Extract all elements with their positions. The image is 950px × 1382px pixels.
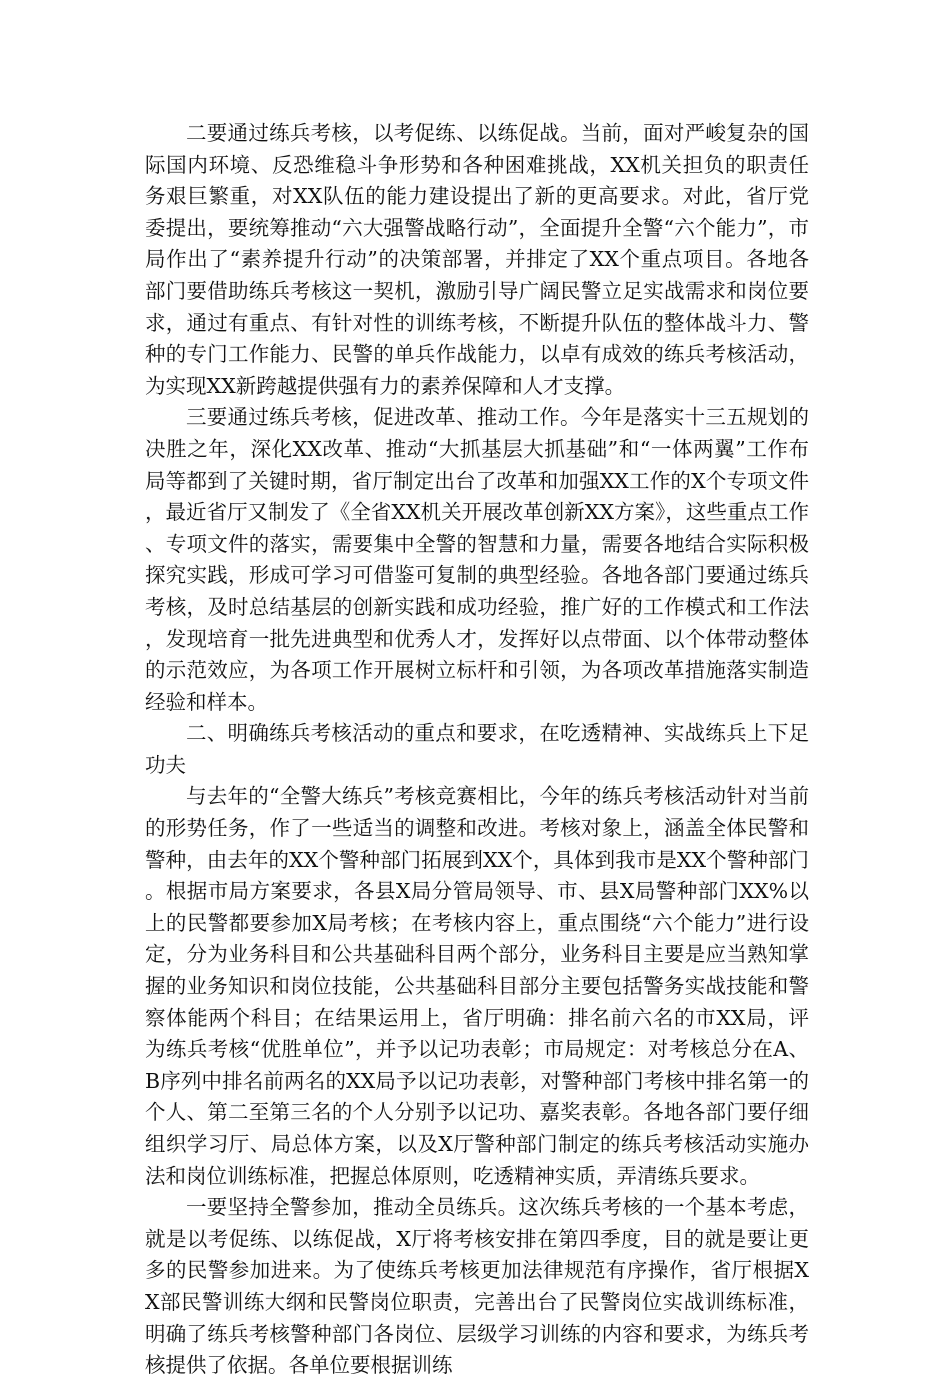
document-body	[145, 118, 809, 1382]
paragraph-comparison: 与去年的“全警大练兵”考核竞赛相比，今年的练兵考核活动针对当前的形势任务，作了一些适当的调整和改进。考核对象上，涵盖全体民警和警种，由去年的XX个警种部门拓展到XX个，具体到我市是XX个警种部门。根据市局方案要求，各县X局分管局领导、市、县X局警种部门XX%以上的民警都要参加X局考核；在考核内容上，重点围绕“六个能力”进行设定，分为业务科目和公共基础科目两个部分，业务科目主要是应当熟知掌握的业务知识和岗位技能，公共基础科目部分主要包括警务实战技能和警察体能两个科目；在结果运用上，省厅明确：排名前六名的市XX局，评为练兵考核“优胜单位”，并予以记功表彰；市局规定：对考核总分在A、B序列中排名前两名的XX局予以记功表彰，对警种部门考核中排名第一的个人、第二至第三名的个人分别予以记功、嘉奖表彰。各地各部门要仔细组织学习厅、局总体方案，以及X厅警种部门制定的练兵考核活动实施办法和岗位训练标准，把握总体原则，吃透精神实质，弄清练兵要求。	[145, 784, 809, 1188]
paragraph-requirement-one: 一要坚持全警参加，推动全员练兵。这次练兵考核的一个基本考虑，就是以考促练、以练促战，X厅将考核安排在第四季度，目的就是要让更多的民警参加进来。为了使练兵考核更加法律规范有序操作，省厅根据XX部民警训练大纲和民警岗位职责，完善出台了民警岗位实战训练标准，明确了练兵考核警种部门各岗位、层级学习训练的内容和要求，为练兵考核提供了依据。各单位要根据训练	[145, 1195, 809, 1378]
paragraph-goal-three: 三要通过练兵考核，促进改革、推动工作。今年是落实十三五规划的决胜之年，深化XX改革、推动“大抓基层大抓基础”和“一体两翼”工作布局等都到了关键时期，省厅制定出台了改革和加强XX工作的X个专项文件，最近省厅又制发了《全省XX机关开展改革创新XX方案》，这些重点工作、专项文件的落实，需要集中全警的智慧和力量，需要各地结合实际积极探究实践，形成可学习可借鉴可复制的典型经验。各地各部门要通过练兵考核，及时总结基层的创新实践和成功经验，推广好的工作模式和工作法，发现培育一批先进典型和优秀人才，发挥好以点带面、以个体带动整体的示范效应，为各项工作开展树立标杆和引领，为各项改革措施落实制造经验和样本。	[145, 405, 809, 714]
paragraph-goal-two: 二要通过练兵考核，以考促练、以练促战。当前，面对严峻复杂的国际国内环境、反恐维稳斗争形势和各种困难挑战，XX机关担负的职责任务艰巨繁重，对XX队伍的能力建设提出了新的更高要求。对此，省厅党委提出，要统筹推动“六大强警战略行动”，全面提升全警“六个能力”，市局作出了“素养提升行动”的决策部署，并排定了XX个重点项目。各地各部门要借助练兵考核这一契机，激励引导广阔民警立足实战需求和岗位要求，通过有重点、有针对性的训练考核，不断提升队伍的整体战斗力、警种的专门工作能力、民警的单兵作战能力，以卓有成效的练兵考核活动，为实现XX新跨越提供强有力的素养保障和人才支撑。	[145, 121, 809, 398]
section-heading-two: 二、明确练兵考核活动的重点和要求，在吃透精神、实战练兵上下足功夫	[145, 721, 809, 777]
